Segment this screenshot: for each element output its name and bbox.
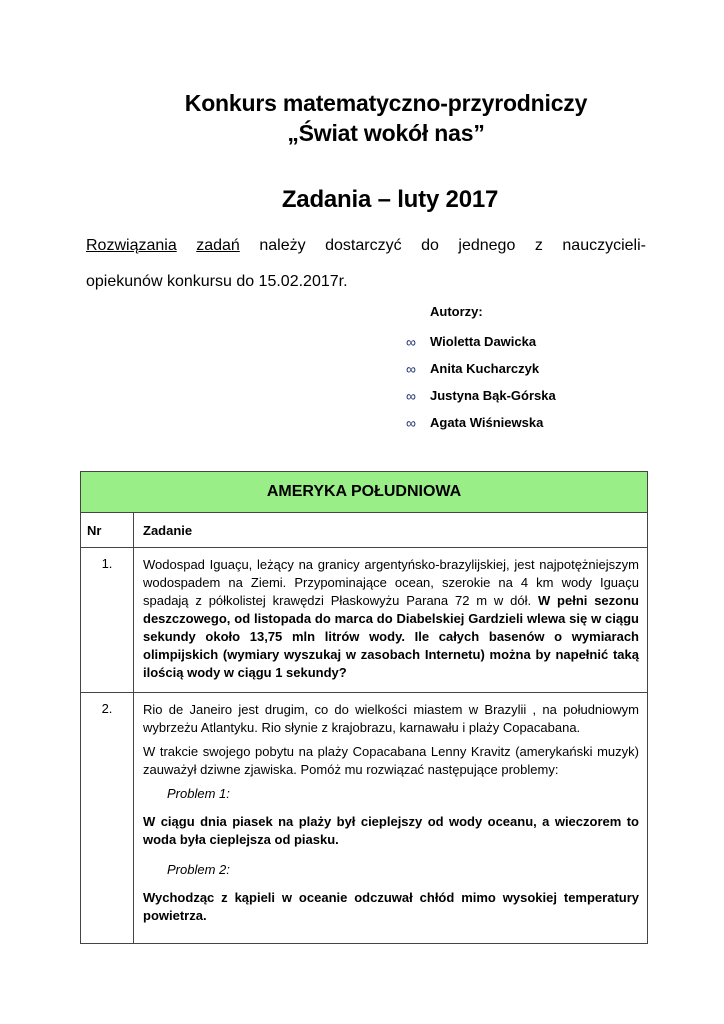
section-title: AMERYKA POŁUDNIOWA (81, 472, 648, 513)
author-name: Justyna Bąk-Górska (430, 388, 556, 403)
intro-line-1 (86, 228, 646, 264)
task-content (134, 693, 648, 944)
table-row (81, 693, 648, 944)
task-text: Wodospad Iguaçu, leżący na granicy argentyńsko-brazylijskiej, jest najpotężniejszym wodospadem na Ziemi. Przypominające ocean, szerokie na 4 km wody Iguaçu spadają z półkolistej krawędzi Płaskowyżu Parana 72 m w dół. (143, 557, 639, 608)
authors-label: Autorzy: (430, 304, 483, 319)
intro-line-2: opiekunów konkursu do 15.02.2017r. (86, 273, 348, 290)
infinity-bullet-icon: ∞ (406, 333, 416, 350)
intro-word: dostarczyć (325, 237, 402, 254)
authors-list (406, 300, 556, 436)
task-content (134, 548, 648, 693)
author-item (406, 409, 556, 436)
intro-word: należy (259, 237, 306, 254)
column-header-nr: Nr (81, 513, 134, 548)
intro-word: nauczycieli- (562, 237, 646, 254)
task-number: 2. (81, 693, 134, 944)
author-item (406, 328, 556, 355)
contest-subtitle: „Świat wokół nas” (287, 120, 485, 146)
tasks-heading: Zadania – luty 2017 (281, 186, 499, 213)
infinity-bullet-icon: ∞ (406, 414, 416, 431)
intro-paragraph (86, 228, 646, 300)
task-paragraph: Rio de Janeiro jest drugim, co do wielkości miastem w Brazylii , na południowym wybrzeżu Atlantyku. Rio słynie z krajobrazu, karnawału i plaży Copacabana. (143, 702, 639, 735)
task-question: W pełni sezonu deszczowego, od listopada do marca do Diabelskiej Gardzieli wlewa się w ciągu sekundy około 13,75 mln litrów wody. Ile całych basenów o wymiarach olimpijskich (wymiary wyszukaj w zasobach Internetu) można by napełnić taką ilością wody w ciągu 1 sekundy? (143, 593, 639, 680)
intro-word: Rozwiązania (86, 237, 177, 254)
problem-label: Problem 1: (167, 786, 230, 801)
intro-word: z (534, 237, 543, 254)
author-name: Wioletta Dawicka (430, 334, 537, 349)
intro-word: zadań (196, 237, 240, 254)
contest-title: Konkurs matematyczno-przyrodniczy (184, 90, 588, 116)
section-header-row (81, 472, 648, 513)
column-header-task: Zadanie (134, 513, 648, 548)
column-header-row (81, 513, 648, 548)
infinity-bullet-icon: ∞ (406, 360, 416, 377)
problem-text: W ciągu dnia piasek na plaży był cieplejszy od wody oceanu, a wieczorem to woda była cieplejsza od piasku. (143, 814, 639, 847)
task-paragraph: W trakcie swojego pobytu na plaży Copacabana Lenny Kravitz (amerykański muzyk) zauważył dziwne zjawiska. Pomóż mu rozwiązać następujące problemy: (143, 744, 639, 777)
author-name: Anita Kucharczyk (430, 361, 540, 376)
problem-text: Wychodząc z kąpieli w oceanie odczuwał chłód mimo wysokiej temperatury powietrza. (143, 890, 639, 923)
table-row (81, 548, 648, 693)
infinity-bullet-icon: ∞ (406, 387, 416, 404)
author-item (406, 382, 556, 409)
problem-label: Problem 2: (167, 862, 230, 877)
author-name: Agata Wiśniewska (430, 415, 544, 430)
intro-word: jednego (458, 237, 516, 254)
intro-word: do (421, 237, 439, 254)
tasks-table (80, 471, 648, 944)
task-number: 1. (81, 548, 134, 693)
author-item (406, 355, 556, 382)
